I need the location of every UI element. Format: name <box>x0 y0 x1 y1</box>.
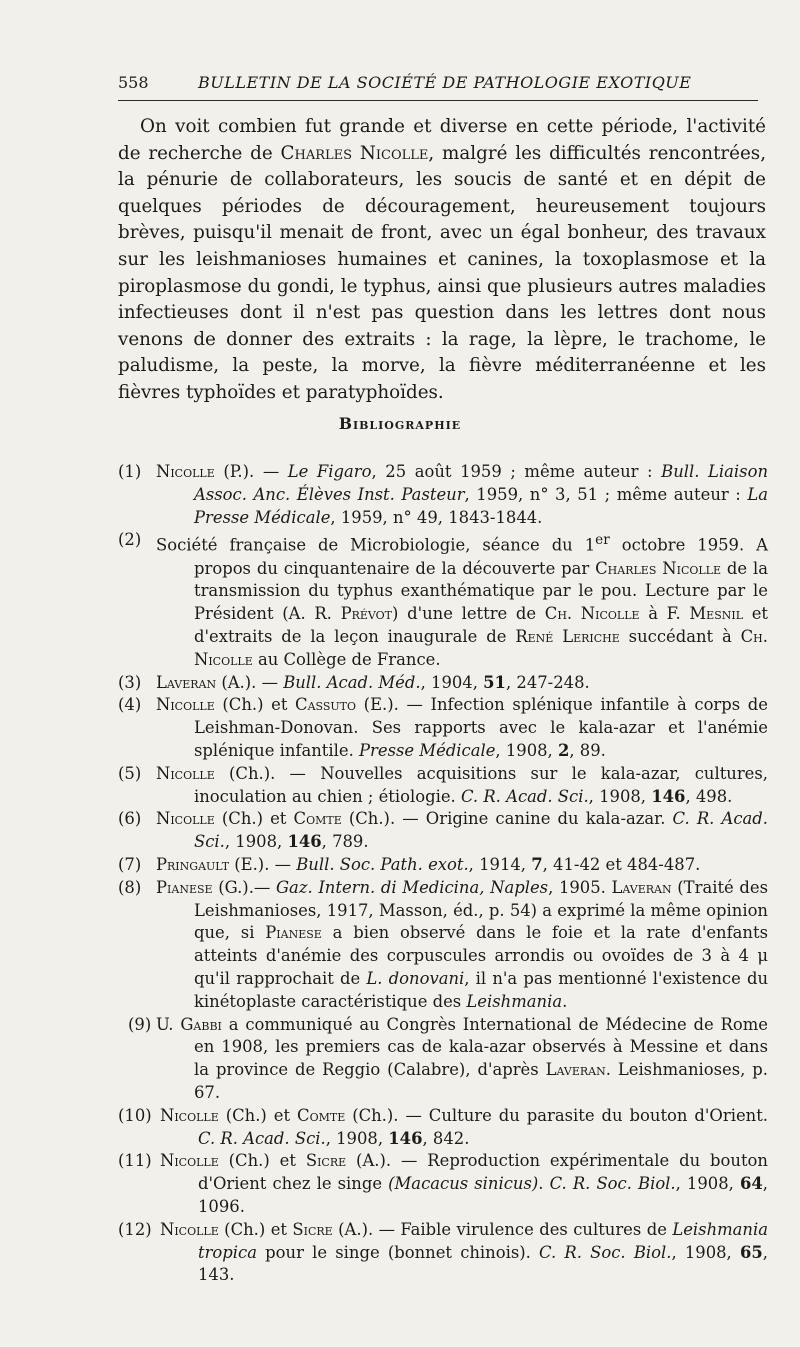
page-number: 558 <box>118 73 149 92</box>
ref-text: Nicolle (Ch.) et Sicre (A.). — Reproduction expérimentale du bouton d'Orient chez le singe (Macacus sinicus). C. R. Soc. Biol., 1908, 64, 1096. <box>160 1151 768 1216</box>
ref-number: (8) <box>118 877 142 897</box>
ref-number: (2) <box>118 530 142 550</box>
ref-text: Pianese (G.).— Gaz. Intern. di Medicina, Naples, 1905. Laveran (Traité des Leishmanioses, 1917, Masson, éd., p. 54) a exprimé la même opinion que, si Pianese a bien observé dans le foie et la rate d'enfants atteints d'anémie des corpuscules arrondis ou ovoïdes de 3 à 4 μ qu'il rapprochait de L. donovani, il n'a pas mentionné l'existence du kinétoplaste caractéristique des Leishmania. <box>156 877 768 1011</box>
ref-text: Nicolle (Ch.). — Nouvelles acquisitions sur le kala-azar, cultures, inoculation au chien ; étiologie. C. R. Acad. Sci., 1908, 146, 498. <box>156 763 768 806</box>
ref-number: (10) <box>118 1105 152 1125</box>
intro-text-start: On voit combien fut grande et diverse en cette période, l'activité de recherche de <box>118 116 766 164</box>
ref-text: Société française de Microbiologie, séance du 1er octobre 1959. A propos du cinquantenaire de la découverte par Charles Nicolle de la transmission du typhus exanthématique par le pou. Lecture par le Président (A. R. Prévot) d'une lettre de Ch. Nicolle à F. Mesnil et d'extraits de la leçon inaugurale de René Leriche succédant à Ch. Nicolle au Collège de France. <box>156 532 768 669</box>
reference-2 <box>118 529 768 671</box>
intro-text-end: , malgré les difficultés rencontrées, la pénurie de collaborateurs, les soucis de santé et en dépit de quelques périodes de découragement, heureusement toujours brèves, puisqu'il menait de front, avec un égal bonheur, des travaux sur les leishmanioses humaines et canines, la toxoplasmose et la piroplasmose du gondi, le typhus, ainsi que plusieurs autres maladies infectieuses dont il n'est pas question dans les lettres dont nous venons de donner des extraits : la rage, la lèpre, le trachome, le paludisme, la peste, la morve, la fièvre méditerranéenne et les fièvres typhoïdes et paratyphoïdes. <box>118 142 766 403</box>
ref-text: U. Gabbi a communiqué au Congrès International de Médecine de Rome en 1908, les premiers cas de kala-azar observés à Messine et dans la province de Reggio (Calabre), d'après Laveran. Leishmanioses, p. 67. <box>156 1014 768 1102</box>
reference-1 <box>118 461 768 529</box>
reference-10 <box>118 1105 768 1151</box>
ref-text: Nicolle (Ch.) et Comte (Ch.). — Origine canine du kala-azar. C. R. Acad. Sci., 1908, 146, 789. <box>156 809 768 852</box>
ref-number: (4) <box>118 695 142 715</box>
ref-number: (5) <box>118 763 142 783</box>
ref-number: (6) <box>118 809 142 829</box>
ref-number: (9) <box>128 1014 152 1034</box>
ref-text: Nicolle (P.). — Le Figaro, 25 août 1959 ; même auteur : Bull. Liaison Assoc. Anc. Élèves Inst. Pasteur, 1959, n° 3, 51 ; même auteur : La Presse Médicale, 1959, n° 49, 1843-1844. <box>156 462 768 527</box>
ref-number: (3) <box>118 672 142 692</box>
intro-author-name: Charles Nicolle <box>280 142 429 164</box>
ref-number: (7) <box>118 855 142 875</box>
ref-text: Nicolle (Ch.) et Cassuto (E.). — Infection splénique infantile à corps de Leishman-Donovan. Ses rapports avec le kala-azar et l'anémie splénique infantile. Presse Médicale, 1908, 2, 89. <box>156 695 768 761</box>
reference-6 <box>118 808 768 854</box>
journal-title: BULLETIN DE LA SOCIÉTÉ DE PATHOLOGIE EXOTIQUE <box>198 73 692 92</box>
header-rule <box>118 100 758 101</box>
reference-9 <box>118 1014 768 1105</box>
bibliography-heading: Bibliographie <box>338 414 462 433</box>
reference-11 <box>118 1150 768 1218</box>
bibliography-list <box>118 461 768 1287</box>
reference-5 <box>118 763 768 809</box>
ref-text: Pringault (E.). — Bull. Soc. Path. exot., 1914, 7, 41-42 et 484-487. <box>156 855 701 875</box>
ref-number: (11) <box>118 1151 152 1171</box>
reference-12 <box>118 1219 768 1287</box>
reference-3 <box>118 672 768 695</box>
ref-text: Nicolle (Ch.) et Comte (Ch.). — Culture du parasite du bouton d'Orient. C. R. Acad. Sci., 1908, 146, 842. <box>160 1105 768 1148</box>
ref-text: Laveran (A.). — Bull. Acad. Méd., 1904, 51, 247-248. <box>156 672 590 692</box>
running-header <box>118 73 758 101</box>
ref-text: Nicolle (Ch.) et Sicre (A.). — Faible virulence des cultures de Leishmania tropica pour le singe (bonnet chinois). C. R. Soc. Biol., 1908, 65, 143. <box>160 1219 769 1285</box>
intro-paragraph <box>118 114 766 407</box>
ref-number: (12) <box>118 1219 152 1239</box>
reference-4 <box>118 694 768 762</box>
reference-7 <box>118 854 768 877</box>
ref-number: (1) <box>118 462 142 481</box>
reference-8 <box>118 877 768 1014</box>
